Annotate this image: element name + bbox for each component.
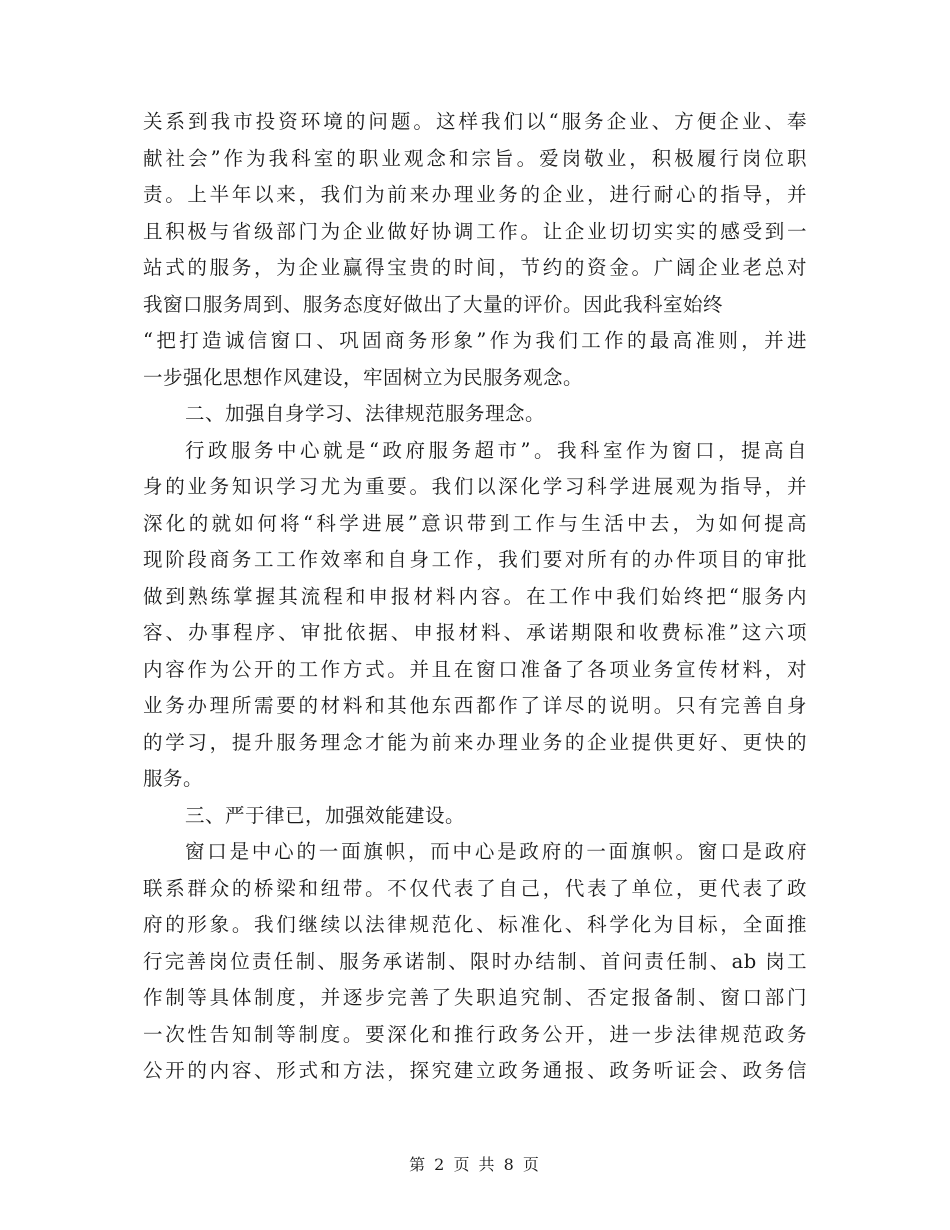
text-line: 的学习，提升服务理念才能为前来办理业务的企业提供更好、更快的 (143, 730, 807, 754)
text-line: 府的形象。我们继续以法律规范化、标准化、科学化为目标，全面推 (143, 913, 807, 936)
text-line: 作制等具体制度，并逐步完善了失职追究制、否定报备制、窗口部门 (143, 986, 807, 1009)
text-line: 做到熟练掌握其流程和申报材料内容。在工作中我们始终把“服务内 (143, 584, 807, 608)
text-line: 我窗口服务周到、服务态度好做出了大量的评价。因此我科室始终 (143, 292, 724, 316)
text-line: 联系群众的桥梁和纽带。不仅代表了自己，代表了单位，更代表了政 (143, 876, 807, 900)
text-line: 三、严于律已，加强效能建设。 (185, 803, 466, 827)
text-line: 一步强化思想作风建设，牢固树立为民服务观念。 (143, 365, 584, 389)
text-line: 深化的就如何将“科学进展”意识带到工作与生活中去，为如何提高 (143, 511, 807, 535)
text-line: 且积极与省级部门为企业做好协调工作。让企业切切实实的感受到一 (143, 219, 807, 243)
body-text (143, 104, 807, 1090)
text-line: 二、加强自身学习、法律规范服务理念。 (185, 402, 546, 425)
text-line: 公开的内容、形式和方法，探究建立政务通报、政务听证会、政务信 (143, 1059, 807, 1082)
page-number-footer: 第 2 页 共 8 页 (409, 1155, 541, 1174)
text-line: 窗口是中心的一面旗帜，而中心是政府的一面旗帜。窗口是政府 (185, 840, 807, 863)
text-line: 现阶段商务工工作效率和自身工作，我们要对所有的办件项目的审批 (143, 548, 807, 571)
text-line: “把打造诚信窗口、巩固商务形象”作为我们工作的最高准则，并进 (143, 329, 807, 352)
text-line: 一次性告知制等制度。要深化和推行政务公开，进一步法律规范政务 (143, 1022, 807, 1046)
text-line: 行政服务中心就是“政府服务超市”。我科室作为窗口，提高自 (185, 438, 807, 462)
text-line: 献社会”作为我科室的职业观念和宗旨。爱岗敬业，积极履行岗位职 (143, 146, 807, 170)
text-line: 行完善岗位责任制、服务承诺制、限时办结制、首问责任制、ab 岗工 (143, 949, 807, 973)
text-line: 容、办事程序、审批依据、申报材料、承诺期限和收费标准”这六项 (143, 621, 807, 644)
text-line: 身的业务知识学习尤为重要。我们以深化学习科学进展观为指导，并 (143, 475, 807, 498)
text-line: 服务。 (143, 767, 204, 790)
text-line: 内容作为公开的工作方式。并且在窗口准备了各项业务宣传材料，对 (143, 657, 807, 681)
text-line: 关系到我市投资环境的问题。这样我们以“服务企业、方便企业、奉 (143, 110, 807, 133)
text-line: 业务办理所需要的材料和其他东西都作了详尽的说明。只有完善自身 (143, 694, 807, 717)
text-line: 责。上半年以来，我们为前来办理业务的企业，进行耐心的指导，并 (143, 183, 807, 206)
text-line: 站式的服务，为企业赢得宝贵的时间，节约的资金。广阔企业老总对 (143, 256, 807, 279)
